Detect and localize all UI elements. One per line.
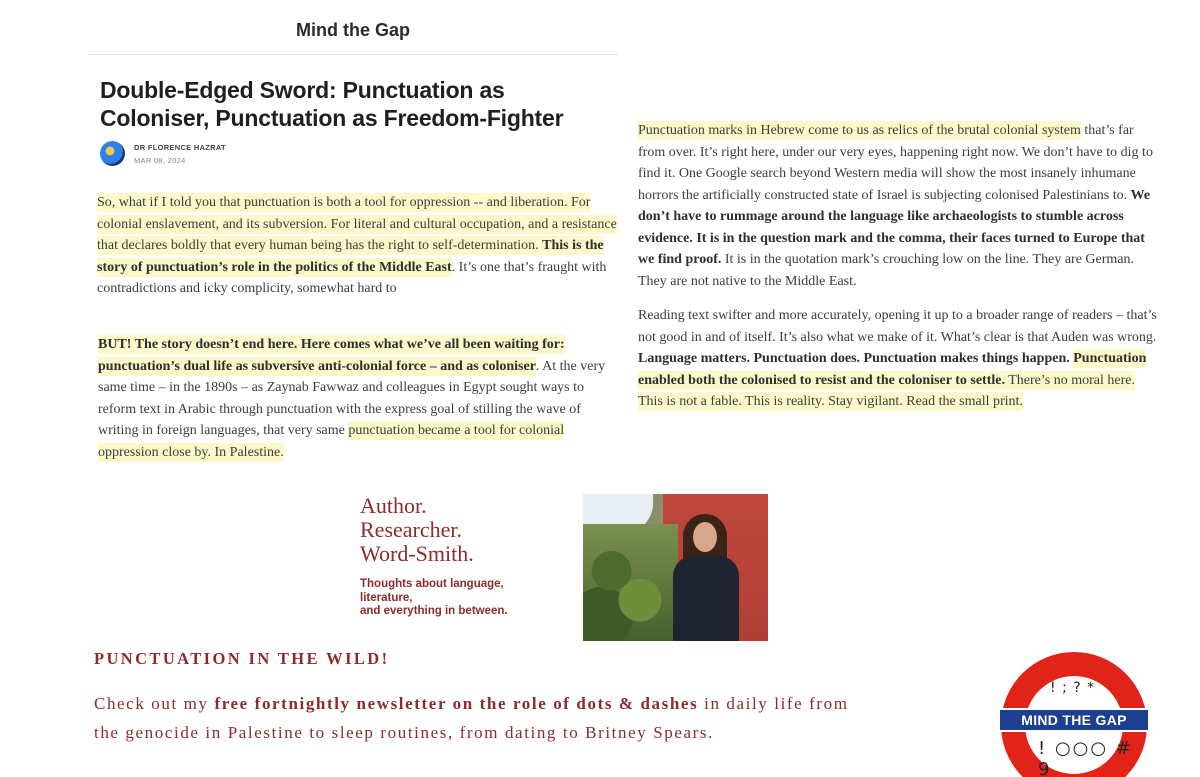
photo-plants — [583, 524, 678, 641]
body-text: that’s far from over. It’s right here, under our very eyes, happening right now. We don’t have to dig to find it. One Google search beyond Western media will show the most insanely inhumane horrors the artificially constructed state of Israel is subjecting colonised Palestinians to. — [638, 123, 1153, 203]
logo-punctuation-bottom: ! ○○○ # 9 — [1038, 738, 1133, 777]
body-text: Reading text swifter and more accurately, opening it up to a broader range of readers – that’s not good in and of itself. It’s also what we make of it. What’s clear is that Auden was wrong. — [638, 308, 1157, 345]
body-text: It is in the quotation mark’s crouching low on the line. They are German. They are not native to the Middle East. — [638, 252, 1134, 289]
highlight-text: punctuation became a tool for colonial oppression close by. In Palestine. — [98, 423, 565, 460]
paragraph-hebrew — [638, 120, 1158, 292]
site-header — [88, 0, 618, 55]
highlight-text: There’s no moral here. This is not a fable. This is reality. Stay vigilant. Read the small print. — [638, 372, 1135, 409]
author-name[interactable]: DR FLORENCE HAZRAT — [134, 142, 226, 152]
post-title: Double-Edged Sword: Punctuation as Coloniser, Punctuation as Freedom-Fighter — [100, 77, 564, 131]
promo-tagline — [360, 494, 585, 566]
bold-text: We don’t have to rummage around the language like archaeologists to stumble across evidence. It is in the question mark and the comma, their faces turned to Europe that we find proof. — [638, 187, 1151, 267]
mind-the-gap-logo[interactable] — [998, 652, 1150, 777]
promo-line-wordsmith: Word-Smith. — [360, 541, 474, 566]
bold-text: BUT! The story doesn’t end here. Here comes what we’ve all been waiting for: punctuation’s dual life as subversive anti-colonial force – and as coloniser — [98, 337, 565, 374]
author-photo — [583, 494, 768, 641]
body-text: . At the very same time – in the 1890s – as Zaynab Fawwaz and colleagues in Egypt sought ways to reform text in Arabic through punctuation with the express goal of stilling the wave of writing in foreign languages, that very same — [98, 358, 606, 438]
bold-text: Punctuation enabled both the colonised to resist and the coloniser to settle. — [638, 351, 1147, 388]
highlight-text: So, what if I told you that punctuation is both a tool for oppression -- and liberation. For colonial enslavement, and its subversion. For literal and cultural occupation, and a resistance that declares boldly that every human being has the right to self-determination. — [97, 195, 617, 253]
paragraph-intro — [97, 192, 617, 300]
photo-person-face — [693, 522, 717, 552]
promo-line-researcher: Researcher. — [360, 517, 462, 542]
avatar[interactable] — [100, 141, 125, 166]
bold-text: This is the story of punctuation’s role in the politics of the Middle East — [97, 238, 604, 275]
newsletter-heading: PUNCTUATION IN THE WILD! — [94, 649, 390, 668]
photo-person-body — [673, 556, 739, 641]
promo-subtitle — [360, 578, 585, 619]
post-date: MAR 08, 2024 — [134, 155, 186, 165]
logo-punctuation-top: ! ; ? * — [1050, 680, 1096, 696]
body-text: in daily life from the genocide in Palestine to sleep routines, from dating to Britney Spears. — [94, 694, 849, 742]
site-title[interactable]: Mind the Gap — [296, 20, 410, 40]
promo-sub-line: literature, — [360, 591, 413, 604]
newsletter-description — [94, 689, 874, 747]
logo-bar — [998, 708, 1150, 732]
highlight-text: Punctuation marks in Hebrew come to us as relics of the brutal colonial system — [638, 123, 1081, 138]
byline — [100, 141, 226, 166]
paragraph-conclusion — [638, 305, 1158, 413]
body-text: Check out my — [94, 694, 215, 713]
logo-text: MIND THE GAP — [1021, 712, 1127, 728]
body-text: . It’s one that’s fraught with contradictions and icky complicity, somewhat hard to — [97, 259, 607, 296]
bold-text: Language matters. Punctuation does. Punctuation makes things happen. — [638, 351, 1070, 366]
newsletter-link[interactable]: free fortnightly newsletter on the role of dots & dashes — [214, 694, 699, 713]
promo-sub-line: and everything in between. — [360, 605, 508, 617]
highlight-bold-text — [98, 335, 565, 376]
promo-line-author: Author. — [360, 493, 427, 518]
promo-sub-line: Thoughts about language, — [360, 578, 504, 590]
paragraph-dual-life — [98, 334, 613, 463]
promo-block — [360, 494, 585, 619]
